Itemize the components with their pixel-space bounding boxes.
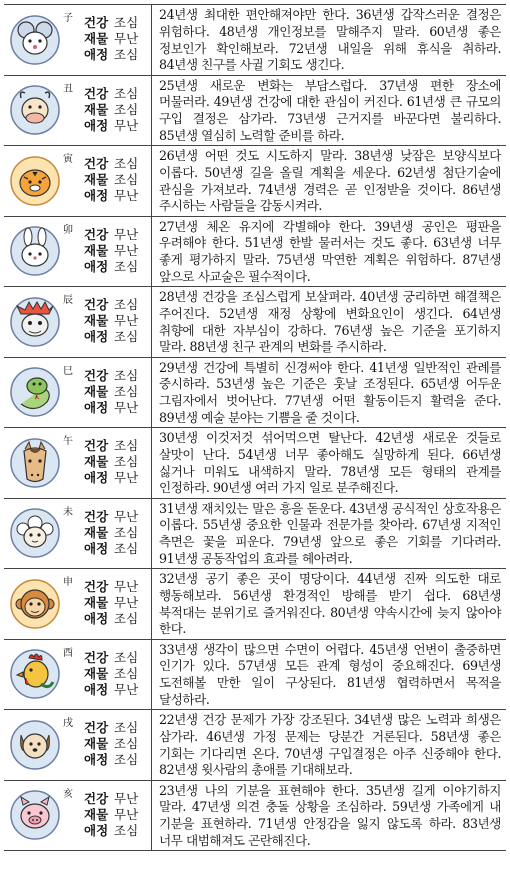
zodiac-row-monkey <box>4 569 506 640</box>
fortune-rating: 무난 <box>114 790 139 806</box>
fortune-rating: 조심 <box>114 736 139 751</box>
fortune-rating: 무난 <box>114 313 139 328</box>
fortune-category: 애정 <box>84 752 109 767</box>
fortune-category: 애정 <box>84 117 109 133</box>
zodiac-hanja: 巳 <box>63 365 73 377</box>
fortune-text: 27년생 체온 유지에 각별해야 한다. 39년생 공인은 평판을 우려해야 한다. 51년생 한발 물러서는 것도 좋다. 63년생 너무 좋게 평가하지 말라. 75년생 막연한 계획은 위험하다. 87년생 앞으로 사교술은 필수적이다. <box>159 218 501 284</box>
mouse-icon <box>9 14 61 66</box>
zodiac-row-ox <box>4 76 506 147</box>
fortune-rating: 조심 <box>114 172 139 187</box>
fortune-text: 33년생 생각이 많으면 수면이 어렵다. 45년생 언변이 출중하면 인기가 있다. 57년생 모든 관계 형성이 중요해진다. 69년생 도전해볼 만한 일이 구상된다. 81년생 협력하면서 목적을 달성하라. <box>159 641 501 707</box>
fortune-category: 재물 <box>84 736 109 751</box>
fortune-rating: 조심 <box>114 752 139 767</box>
fortune-rating: 조심 <box>114 329 139 344</box>
zodiac-hanja: 子 <box>63 13 73 24</box>
fortune-rating: 조심 <box>114 665 139 681</box>
fortune-text: 29년생 건강에 특별히 신경써야 한다. 41년생 일반적인 관례를 중시하라. 53년생 높은 기준은 훗날 조정된다. 65년생 어두운 그림자에서 벗어난다. 77년생 어떤 활동이든지 활력을 준다. 89년생 예술 분야는 기쁨을 줄 것이다. <box>159 359 501 425</box>
fortune-text: 22년생 건강 문제가 가장 강조된다. 34년생 많은 노력과 희생은 삼가라. 46년생 가정 문제는 당분간 거론된다. 58년생 좋은 기회는 기다리면 온다. 70년생 구입결정은 아주 신중해야 한다. 82년생 윗사람의 총애를 기대해보라. <box>159 712 501 778</box>
zodiac-hanja: 戌 <box>63 718 73 729</box>
fortune-rating: 무난 <box>114 470 139 485</box>
zodiac-row-dog <box>4 710 506 781</box>
fortune-category: 재물 <box>84 454 109 469</box>
fortune-rating: 조심 <box>114 383 139 399</box>
dragon-icon <box>9 296 61 348</box>
fortune-category: 건강 <box>84 15 109 30</box>
fortune-text: 31년생 재치있는 말은 흥을 돋운다. 43년생 공식적인 상호작용은 이롭다. 55년생 중요한 인물과 전문가를 찾아라. 67년생 지적인 측면은 꽃을 피운다. 79년생 앞으로 좋은 기회를 기다려라. 91년생 공동작업의 효과를 헤아려라. <box>159 500 501 566</box>
fortune-category: 재물 <box>84 313 109 328</box>
zodiac-label-cell <box>4 710 152 780</box>
fortune-category: 재물 <box>84 665 109 681</box>
fortune-category: 재물 <box>84 806 109 822</box>
tiger-icon <box>9 155 61 207</box>
fortune-rating: 조심 <box>114 611 139 626</box>
fortune-category: 재물 <box>84 101 109 117</box>
fortune-rating: 조심 <box>114 524 139 540</box>
zodiac-label-cell <box>4 76 152 146</box>
fortune-rating: 조심 <box>114 15 139 30</box>
fortune-rating: 조심 <box>114 85 139 101</box>
fortune-category: 건강 <box>84 297 109 312</box>
zodiac-hanja: 卯 <box>63 224 73 236</box>
snake-icon <box>9 366 61 418</box>
zodiac-label-cell <box>4 287 152 357</box>
zodiac-label-cell <box>4 640 152 710</box>
zodiac-label-cell <box>4 428 152 498</box>
fortune-text: 28년생 건강을 조심스럽게 보살펴라. 40년생 궁리하면 해결책은 주어진다. 52년생 재정 상황에 변화요인이 생긴다. 64년생 취향에 대한 자부심이 강하다. 76년생 높은 기준을 포기하지 말라. 88년생 친구 관계의 변화를 주시하라. <box>159 289 501 355</box>
fortune-ratings <box>84 156 144 204</box>
zodiac-label-cell <box>4 499 152 569</box>
fortune-category: 애정 <box>84 611 109 626</box>
fortune-rating: 조심 <box>114 47 139 62</box>
zodiac-fortune-table <box>4 4 506 851</box>
zodiac-hanja: 未 <box>63 506 73 518</box>
zodiac-label-cell <box>4 569 152 639</box>
fortune-ratings <box>84 438 144 486</box>
fortune-ratings <box>84 579 144 627</box>
fortune-rating: 무난 <box>114 681 139 697</box>
fortune-rating: 무난 <box>114 508 139 524</box>
zodiac-row-rooster <box>4 640 506 711</box>
fortune-rating: 무난 <box>114 595 139 610</box>
fortune-rating: 조심 <box>114 156 139 171</box>
fortune-category: 애정 <box>84 258 109 274</box>
fortune-rating: 무난 <box>114 226 139 242</box>
zodiac-row-snake <box>4 358 506 429</box>
fortune-category: 애정 <box>84 399 109 415</box>
fortune-rating: 조심 <box>114 438 139 453</box>
fortune-ratings <box>84 509 144 557</box>
fortune-category: 애정 <box>84 47 109 62</box>
rabbit-icon <box>9 225 61 277</box>
zodiac-hanja: 寅 <box>63 154 73 165</box>
fortune-category: 재물 <box>84 172 109 187</box>
zodiac-hanja: 申 <box>63 577 73 588</box>
fortune-category: 건강 <box>84 720 109 735</box>
fortune-category: 건강 <box>84 367 109 383</box>
horse-icon <box>9 437 61 489</box>
zodiac-row-pig <box>4 781 506 852</box>
fortune-rating: 무난 <box>114 399 139 415</box>
fortune-rating: 조심 <box>114 720 139 735</box>
fortune-rating: 무난 <box>114 117 139 133</box>
fortune-category: 애정 <box>84 329 109 344</box>
zodiac-hanja: 午 <box>63 436 73 447</box>
fortune-text: 32년생 공기 좋은 곳이 명당이다. 44년생 진짜 의도한 대로 행동해보라. 56년생 환경적인 방해를 받기 쉽다. 68년생 북적대는 분위기로 즐거워진다. 80년생 약속시간에 늦지 않아야 한다. <box>159 571 501 637</box>
fortune-category: 재물 <box>84 383 109 399</box>
fortune-rating: 조심 <box>114 297 139 312</box>
fortune-category: 건강 <box>84 226 109 242</box>
monkey-icon <box>9 578 61 630</box>
fortune-category: 건강 <box>84 649 109 665</box>
fortune-rating: 조심 <box>114 367 139 383</box>
zodiac-row-rabbit <box>4 217 506 288</box>
zodiac-label-cell <box>4 146 152 216</box>
fortune-category: 애정 <box>84 188 109 203</box>
fortune-category: 재물 <box>84 242 109 258</box>
fortune-rating: 조심 <box>114 454 139 469</box>
zodiac-hanja: 辰 <box>63 295 73 306</box>
fortune-category: 건강 <box>84 85 109 101</box>
fortune-text: 23년생 나의 기분을 표현해야 한다. 35년생 길게 이야기하지 말라. 47년생 의견 충돌 상황을 조심하라. 59년생 가족에게 내 기분을 표현하라. 71년생 안정감을 잃지 않도록 하라. 83년생 너무 대범해져도 곤란해진다. <box>159 782 501 848</box>
zodiac-label-cell <box>4 781 152 851</box>
fortune-rating: 조심 <box>114 649 139 665</box>
fortune-rating: 무난 <box>114 806 139 822</box>
zodiac-row-mouse <box>4 5 506 76</box>
fortune-category: 재물 <box>84 595 109 610</box>
rooster-icon <box>9 648 61 700</box>
zodiac-row-tiger <box>4 146 506 217</box>
fortune-category: 건강 <box>84 508 109 524</box>
fortune-ratings <box>84 650 144 698</box>
fortune-rating: 조심 <box>114 822 139 838</box>
zodiac-row-horse <box>4 428 506 499</box>
fortune-text: 24년생 최대한 편안해져야만 한다. 36년생 갑작스러운 결정은 위험하다. 48년생 개인정보를 말해주지 말라. 60년생 좋은 정보인가 확인해보라. 72년생 내일을 위해 휴식을 취하라. 84년생 친구를 사귈 기회도 생긴다. <box>159 7 501 73</box>
fortune-category: 건강 <box>84 156 109 171</box>
fortune-ratings <box>84 791 144 839</box>
fortune-ratings <box>84 720 144 768</box>
fortune-rating: 무난 <box>114 31 139 46</box>
fortune-text: 26년생 어떤 것도 시도하지 말라. 38년생 낮잠은 보양식보다 이롭다. 50년생 길을 올릴 계획을 세운다. 62년생 첨단기술에 관심을 가져보라. 74년생 경력은 곧 인정받을 것이다. 86년생 주시하는 사람들을 감동시켜라. <box>159 148 501 214</box>
fortune-ratings <box>84 15 144 63</box>
fortune-rating: 조심 <box>114 258 139 274</box>
fortune-category: 애정 <box>84 470 109 485</box>
fortune-rating: 무난 <box>114 242 139 258</box>
fortune-category: 건강 <box>84 790 109 806</box>
sheep-icon <box>9 507 61 559</box>
fortune-text: 25년생 새로운 변화는 부담스럽다. 37년생 편한 장소에 머물러라. 49년생 건강에 대한 관심이 커진다. 61년생 큰 규모의 구입 결정은 삼가라. 73년생 근거지를 바꾼다면 불리하다. 85년생 열심히 노력할 준비를 하라. <box>159 77 501 143</box>
zodiac-row-sheep <box>4 499 506 570</box>
fortune-rating: 무난 <box>114 188 139 203</box>
fortune-ratings <box>84 368 144 416</box>
fortune-category: 애정 <box>84 681 109 697</box>
fortune-rating: 조심 <box>114 540 139 556</box>
fortune-ratings <box>84 297 144 345</box>
fortune-rating: 조심 <box>114 101 139 117</box>
fortune-rating: 무난 <box>114 579 139 594</box>
zodiac-label-cell <box>4 5 152 75</box>
fortune-category: 애정 <box>84 540 109 556</box>
zodiac-hanja: 丑 <box>63 83 73 95</box>
zodiac-row-dragon <box>4 287 506 358</box>
fortune-category: 애정 <box>84 822 109 838</box>
zodiac-label-cell <box>4 358 152 428</box>
fortune-ratings <box>84 227 144 275</box>
fortune-category: 재물 <box>84 524 109 540</box>
ox-icon <box>9 84 61 136</box>
fortune-text: 30년생 이것저것 섞어먹으면 탈난다. 42년생 새로운 것들로 살맛이 난다. 54년생 너무 좋아해도 실망하게 된다. 66년생 싫거나 미워도 내색하지 말라. 78년생 모든 형태의 관계를 인정하라. 90년생 여러 가지 일로 분주해진다. <box>159 430 501 496</box>
fortune-category: 건강 <box>84 579 109 594</box>
fortune-ratings <box>84 86 144 134</box>
zodiac-hanja: 亥 <box>63 788 73 800</box>
zodiac-hanja: 酉 <box>63 647 73 659</box>
fortune-category: 재물 <box>84 31 109 46</box>
zodiac-label-cell <box>4 217 152 287</box>
fortune-category: 건강 <box>84 438 109 453</box>
pig-icon <box>9 789 61 841</box>
dog-icon <box>9 719 61 771</box>
